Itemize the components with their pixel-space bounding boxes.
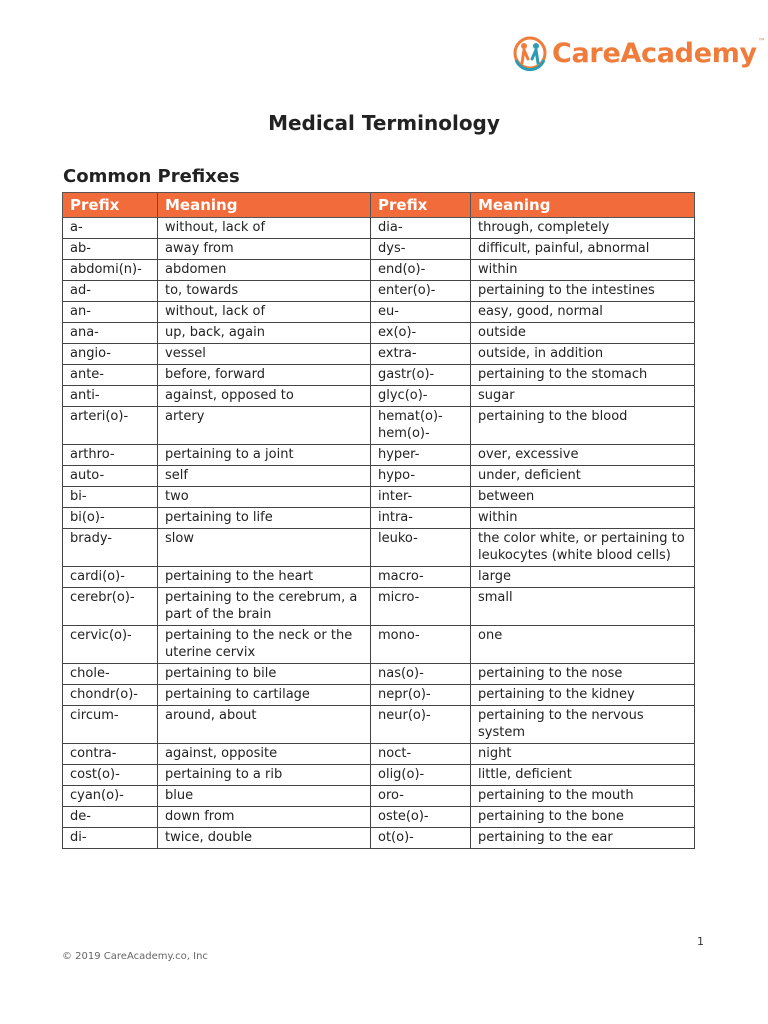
cell-prefix: inter- (371, 487, 471, 508)
cell-meaning: pertaining to the intestines (471, 281, 695, 302)
cell-prefix: dys- (371, 239, 471, 260)
cell-prefix: ab- (63, 239, 158, 260)
cell-meaning: one (471, 626, 695, 664)
brand-name: CareAcademy (552, 37, 757, 69)
cell-prefix: eu- (371, 302, 471, 323)
cell-meaning: twice, double (158, 828, 371, 849)
table-row (63, 487, 695, 508)
table-row (63, 466, 695, 487)
header-prefix: Prefix (63, 193, 158, 218)
cell-prefix: cost(o)- (63, 765, 158, 786)
cell-prefix: intra- (371, 508, 471, 529)
cell-meaning: down from (158, 807, 371, 828)
cell-prefix: ad- (63, 281, 158, 302)
cell-prefix: bi- (63, 487, 158, 508)
cell-prefix: dia- (371, 218, 471, 239)
cell-meaning: sugar (471, 386, 695, 407)
cell-meaning: pertaining to the ear (471, 828, 695, 849)
cell-meaning: around, about (158, 706, 371, 744)
table-row (63, 685, 695, 706)
table-row (63, 765, 695, 786)
cell-prefix: angio- (63, 344, 158, 365)
cell-meaning: pertaining to the kidney (471, 685, 695, 706)
cell-meaning: pertaining to a rib (158, 765, 371, 786)
table-row (63, 807, 695, 828)
cell-meaning: without, lack of (158, 218, 371, 239)
cell-prefix: arthro- (63, 445, 158, 466)
cell-meaning: pertaining to the neck or the uterine cervix (158, 626, 371, 664)
cell-prefix: chondr(o)- (63, 685, 158, 706)
cell-prefix: chole- (63, 664, 158, 685)
table-row (63, 706, 695, 744)
cell-prefix: a- (63, 218, 158, 239)
cell-meaning: pertaining to bile (158, 664, 371, 685)
cell-prefix: cyan(o)- (63, 786, 158, 807)
cell-meaning: pertaining to the mouth (471, 786, 695, 807)
table-row (63, 260, 695, 281)
cell-meaning: between (471, 487, 695, 508)
table-row (63, 786, 695, 807)
cell-meaning: pertaining to the blood (471, 407, 695, 445)
cell-meaning: pertaining to the stomach (471, 365, 695, 386)
cell-prefix: ex(o)- (371, 323, 471, 344)
cell-prefix: noct- (371, 744, 471, 765)
cell-meaning: over, excessive (471, 445, 695, 466)
table-row (63, 828, 695, 849)
cell-prefix: arteri(o)- (63, 407, 158, 445)
cell-prefix: glyc(o)- (371, 386, 471, 407)
cell-meaning: vessel (158, 344, 371, 365)
cell-prefix: leuko- (371, 529, 471, 567)
cell-prefix: end(o)- (371, 260, 471, 281)
cell-prefix: cervic(o)- (63, 626, 158, 664)
cell-prefix: cardi(o)- (63, 567, 158, 588)
cell-prefix: di- (63, 828, 158, 849)
cell-meaning: pertaining to the bone (471, 807, 695, 828)
cell-prefix: contra- (63, 744, 158, 765)
cell-prefix: micro- (371, 588, 471, 626)
cell-prefix: nepr(o)- (371, 685, 471, 706)
table-body (63, 218, 695, 849)
cell-meaning: within (471, 508, 695, 529)
cell-meaning: pertaining to the heart (158, 567, 371, 588)
brand-trademark: ™ (757, 36, 766, 46)
cell-meaning: to, towards (158, 281, 371, 302)
cell-meaning: without, lack of (158, 302, 371, 323)
cell-meaning: through, completely (471, 218, 695, 239)
cell-prefix: ante- (63, 365, 158, 386)
cell-prefix: hemat(o)- hem(o)- (371, 407, 471, 445)
cell-prefix: cerebr(o)- (63, 588, 158, 626)
table-row (63, 588, 695, 626)
table-row (63, 281, 695, 302)
cell-prefix: anti- (63, 386, 158, 407)
cell-prefix: enter(o)- (371, 281, 471, 302)
cell-prefix: extra- (371, 344, 471, 365)
table-row (63, 302, 695, 323)
prefix-table (62, 192, 695, 849)
cell-prefix: auto- (63, 466, 158, 487)
table-row (63, 407, 695, 445)
page-number: 1 (697, 935, 704, 948)
header-meaning: Meaning (158, 193, 371, 218)
cell-prefix: neur(o)- (371, 706, 471, 744)
cell-meaning: easy, good, normal (471, 302, 695, 323)
cell-meaning: before, forward (158, 365, 371, 386)
cell-meaning: up, back, again (158, 323, 371, 344)
cell-meaning: pertaining to a joint (158, 445, 371, 466)
cell-prefix: gastr(o)- (371, 365, 471, 386)
table-row (63, 239, 695, 260)
table-row (63, 365, 695, 386)
table-row (63, 344, 695, 365)
cell-prefix: mono- (371, 626, 471, 664)
cell-meaning: pertaining to the nose (471, 664, 695, 685)
cell-prefix: abdomi(n)- (63, 260, 158, 281)
cell-meaning: two (158, 487, 371, 508)
cell-prefix: olig(o)- (371, 765, 471, 786)
cell-prefix: de- (63, 807, 158, 828)
cell-prefix: oste(o)- (371, 807, 471, 828)
cell-prefix: bi(o)- (63, 508, 158, 529)
table-row (63, 567, 695, 588)
people-circle-logo-icon (512, 33, 548, 73)
cell-meaning: against, opposed to (158, 386, 371, 407)
cell-meaning: outside, in addition (471, 344, 695, 365)
cell-meaning: pertaining to life (158, 508, 371, 529)
table-row (63, 626, 695, 664)
cell-meaning: outside (471, 323, 695, 344)
cell-meaning: little, deficient (471, 765, 695, 786)
table-header-row (63, 193, 695, 218)
table-row (63, 664, 695, 685)
cell-meaning: pertaining to cartilage (158, 685, 371, 706)
cell-meaning: under, deficient (471, 466, 695, 487)
cell-meaning: large (471, 567, 695, 588)
footer-copyright: © 2019 CareAcademy.co, Inc (62, 951, 208, 962)
header-prefix: Prefix (371, 193, 471, 218)
table-row (63, 445, 695, 466)
cell-prefix: circum- (63, 706, 158, 744)
cell-prefix: ot(o)- (371, 828, 471, 849)
cell-prefix: oro- (371, 786, 471, 807)
brand-logo (512, 33, 766, 73)
cell-meaning: pertaining to the nervous system (471, 706, 695, 744)
page-title: Medical Terminology (268, 111, 500, 135)
cell-prefix: brady- (63, 529, 158, 567)
header-meaning: Meaning (471, 193, 695, 218)
cell-meaning: slow (158, 529, 371, 567)
cell-prefix: hyper- (371, 445, 471, 466)
cell-prefix: an- (63, 302, 158, 323)
cell-prefix: hypo- (371, 466, 471, 487)
table-row (63, 529, 695, 567)
cell-meaning: night (471, 744, 695, 765)
cell-prefix: ana- (63, 323, 158, 344)
table-row (63, 218, 695, 239)
cell-meaning: the color white, or pertaining to leukocytes (white blood cells) (471, 529, 695, 567)
cell-meaning: artery (158, 407, 371, 445)
cell-prefix: macro- (371, 567, 471, 588)
table-row (63, 323, 695, 344)
cell-meaning: within (471, 260, 695, 281)
table-row (63, 744, 695, 765)
cell-meaning: difficult, painful, abnormal (471, 239, 695, 260)
cell-meaning: self (158, 466, 371, 487)
section-title: Common Prefixes (63, 166, 240, 187)
cell-meaning: against, opposite (158, 744, 371, 765)
cell-meaning: small (471, 588, 695, 626)
table-row (63, 386, 695, 407)
cell-meaning: pertaining to the cerebrum, a part of the brain (158, 588, 371, 626)
table-row (63, 508, 695, 529)
cell-meaning: abdomen (158, 260, 371, 281)
cell-prefix: nas(o)- (371, 664, 471, 685)
cell-meaning: away from (158, 239, 371, 260)
cell-meaning: blue (158, 786, 371, 807)
